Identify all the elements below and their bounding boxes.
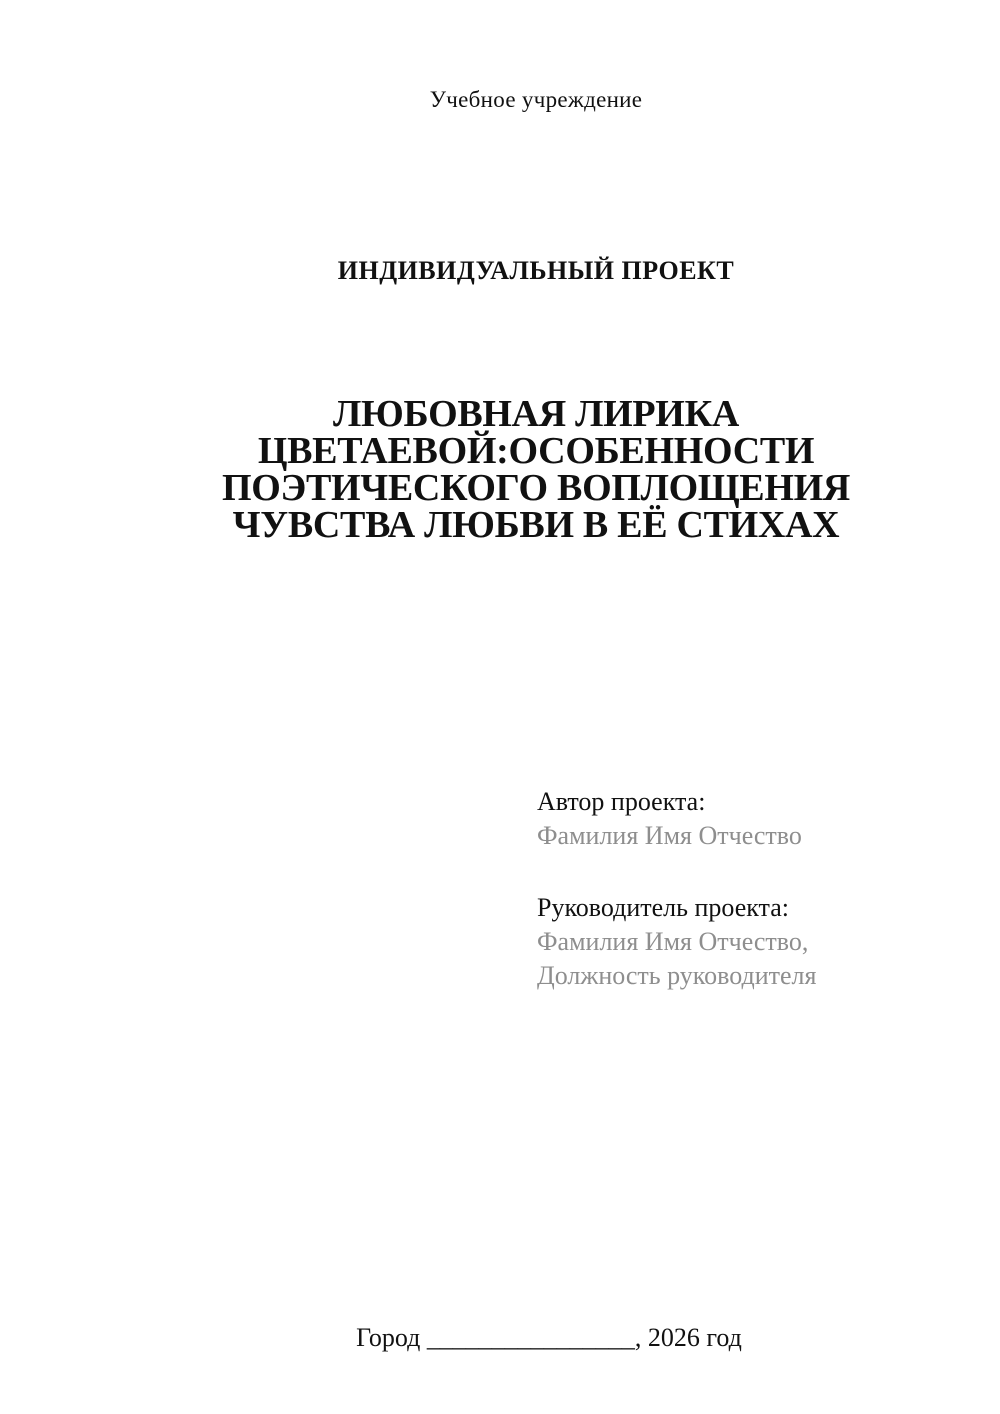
- city-year-line: [143, 1287, 929, 1389]
- supervisor-name-placeholder: Фамилия Имя Отчество,: [537, 927, 809, 956]
- project-title-line-2: ЦВЕТАЕВОЙ:ОСОБЕННОСТИ: [257, 430, 815, 472]
- supervisor-label: Руководитель проекта:: [537, 893, 790, 922]
- city-label: Город: [356, 1323, 427, 1352]
- city-blank-underscores: ________________: [426, 1323, 635, 1352]
- project-title-line-3: ПОЭТИЧЕСКОГО ВОПЛОЩЕНИЯ: [222, 467, 850, 509]
- author-block: [537, 785, 816, 853]
- supervisor-position-placeholder: Должность руководителя: [537, 961, 817, 990]
- project-type-heading: ИНДИВИДУАЛЬНЫЙ ПРОЕКТ: [337, 256, 735, 285]
- project-title-line-1: ЛЮБОВНАЯ ЛИРИКА: [333, 393, 739, 435]
- supervisor-block: [537, 891, 816, 993]
- year-text: , 2026 год: [634, 1323, 742, 1352]
- project-title: [143, 393, 929, 546]
- author-name-placeholder: Фамилия Имя Отчество: [537, 821, 802, 850]
- credits-block: [537, 785, 816, 993]
- project-title-line-4: ЧУВСТВА ЛЮБВИ В ЕЁ СТИХАХ: [232, 504, 840, 546]
- institution-name: Учебное учреждение: [429, 87, 643, 112]
- author-label: Автор проекта:: [537, 787, 706, 816]
